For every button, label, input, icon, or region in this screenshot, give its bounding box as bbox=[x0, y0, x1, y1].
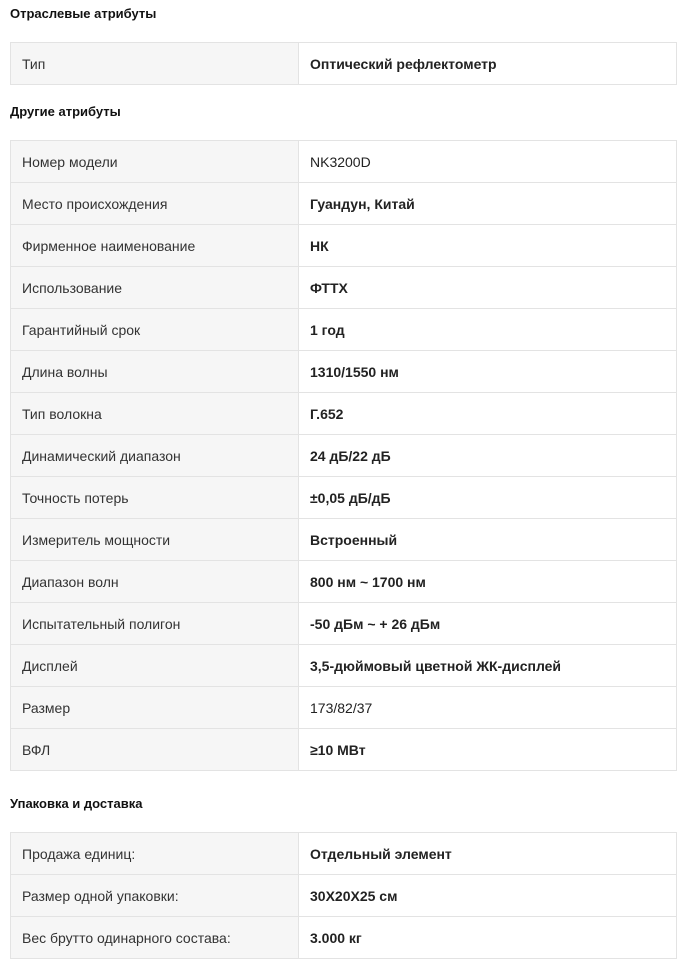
attribute-value: 173/82/37 bbox=[299, 687, 677, 729]
attribute-key: Динамический диапазон bbox=[11, 435, 299, 477]
attribute-value: 3.000 кг bbox=[299, 917, 677, 959]
table-row bbox=[11, 645, 677, 687]
attribute-value: НК bbox=[299, 225, 677, 267]
attribute-value: NK3200D bbox=[299, 141, 677, 183]
other-attributes-table bbox=[10, 140, 677, 771]
attribute-value: Гуандун, Китай bbox=[299, 183, 677, 225]
section-title-other: Другие атрибуты bbox=[10, 104, 121, 119]
attribute-key: Гарантийный срок bbox=[11, 309, 299, 351]
table-row bbox=[11, 141, 677, 183]
industry-attributes-table bbox=[10, 42, 677, 85]
table-row bbox=[11, 603, 677, 645]
attribute-key: Использование bbox=[11, 267, 299, 309]
attribute-key: Размер одной упаковки: bbox=[11, 875, 299, 917]
attribute-key: Испытательный полигон bbox=[11, 603, 299, 645]
table-row bbox=[11, 183, 677, 225]
attribute-key: Диапазон волн bbox=[11, 561, 299, 603]
table-row bbox=[11, 309, 677, 351]
attribute-value: 24 дБ/22 дБ bbox=[299, 435, 677, 477]
attribute-key: Измеритель мощности bbox=[11, 519, 299, 561]
attribute-value: Встроенный bbox=[299, 519, 677, 561]
table-row bbox=[11, 225, 677, 267]
attribute-value: Г.652 bbox=[299, 393, 677, 435]
attribute-key: Вес брутто одинарного состава: bbox=[11, 917, 299, 959]
attribute-key: Размер bbox=[11, 687, 299, 729]
section-title-industry: Отраслевые атрибуты bbox=[10, 6, 157, 21]
attribute-value: 800 нм ~ 1700 нм bbox=[299, 561, 677, 603]
table-row bbox=[11, 435, 677, 477]
attribute-key: Длина волны bbox=[11, 351, 299, 393]
attribute-key: Тип bbox=[11, 43, 299, 85]
attribute-value: -50 дБм ~ + 26 дБм bbox=[299, 603, 677, 645]
table-row bbox=[11, 351, 677, 393]
table-row bbox=[11, 519, 677, 561]
table-row bbox=[11, 267, 677, 309]
attribute-value: Оптический рефлектометр bbox=[299, 43, 677, 85]
attribute-value: 1 год bbox=[299, 309, 677, 351]
table-row bbox=[11, 917, 677, 959]
attribute-value: 30X20X25 см bbox=[299, 875, 677, 917]
table-row bbox=[11, 393, 677, 435]
attribute-key: ВФЛ bbox=[11, 729, 299, 771]
table-row bbox=[11, 833, 677, 875]
table-row bbox=[11, 687, 677, 729]
attribute-key: Точность потерь bbox=[11, 477, 299, 519]
attribute-key: Тип волокна bbox=[11, 393, 299, 435]
table-row bbox=[11, 875, 677, 917]
attribute-key: Место происхождения bbox=[11, 183, 299, 225]
attribute-value: 3,5-дюймовый цветной ЖК-дисплей bbox=[299, 645, 677, 687]
table-row bbox=[11, 43, 677, 85]
table-row bbox=[11, 561, 677, 603]
attribute-value: 1310/1550 нм bbox=[299, 351, 677, 393]
section-title-packaging: Упаковка и доставка bbox=[10, 796, 143, 811]
attribute-key: Продажа единиц: bbox=[11, 833, 299, 875]
attribute-key: Номер модели bbox=[11, 141, 299, 183]
attribute-key: Фирменное наименование bbox=[11, 225, 299, 267]
table-row bbox=[11, 729, 677, 771]
attribute-value: Отдельный элемент bbox=[299, 833, 677, 875]
attribute-key: Дисплей bbox=[11, 645, 299, 687]
attribute-value: ФТТХ bbox=[299, 267, 677, 309]
packaging-table bbox=[10, 832, 677, 959]
table-row bbox=[11, 477, 677, 519]
attribute-value: ±0,05 дБ/дБ bbox=[299, 477, 677, 519]
attribute-value: ≥10 МВт bbox=[299, 729, 677, 771]
